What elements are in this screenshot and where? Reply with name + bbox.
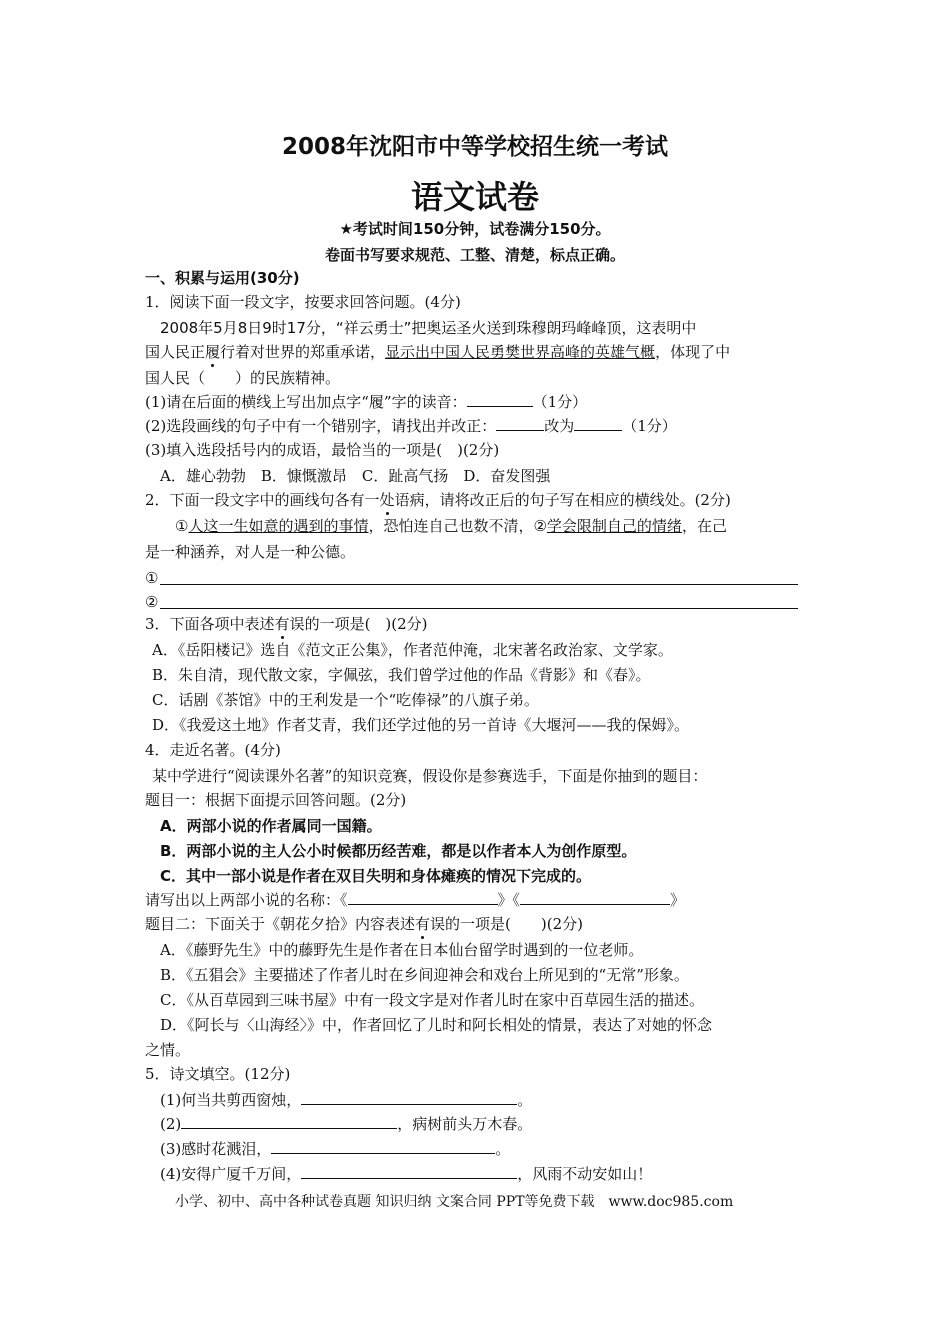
q1-underlined-sentence: 显示出中国人民勇樊世界高峰的英雄气概 xyxy=(385,343,656,361)
q4-dotted-char: 有 xyxy=(415,915,431,933)
q1-sub1-answer-blank[interactable] xyxy=(467,392,533,407)
q4-option-a: A．《藤野先生》中的藤野先生是作者在日本仙台留学时遇到的一位老师。 xyxy=(160,941,644,959)
q2-marker: ① xyxy=(175,517,189,535)
q2-stem xyxy=(145,490,731,510)
q1-passage-line2 xyxy=(145,342,730,362)
q4-hint-b: B．两部小说的主人公小时候都历经苦难，都是以作者本人为创作原型。 xyxy=(160,842,637,860)
q1-sub3: (3)填入选段括号内的成语，最恰当的一项是( )(2分) xyxy=(145,441,500,459)
q4-stem: 4．走近名著。(4分) xyxy=(145,741,281,759)
q3-option-a: A．《岳阳楼记》选自《范文正公集》，作者范仲淹，北宋著名政治家、文学家。 xyxy=(152,641,673,659)
q1-sub2-wrong-blank[interactable] xyxy=(496,416,544,431)
q5-stem: 5．诗文填空。(12分) xyxy=(145,1065,291,1083)
exam-note-writing: 卷面书写要求规范、工整、清楚，标点正确。 xyxy=(324,246,625,264)
q2-answer-line-1[interactable] xyxy=(160,584,798,585)
q5-line2-end: ，病树前头万木春。 xyxy=(397,1115,533,1133)
q2-dotted-char: 处 xyxy=(379,491,395,509)
q2-passage-text: ，恐怕连自己也数不清，② xyxy=(368,517,547,535)
q5-line3 xyxy=(160,1139,510,1159)
q1-sub2 xyxy=(145,416,677,436)
q5-line1-text: (1)何当共剪西窗烛， xyxy=(160,1091,302,1109)
q5-blank-3[interactable] xyxy=(271,1139,495,1154)
q5-line1-end: 。 xyxy=(517,1091,533,1109)
q1-sub2-correct-blank[interactable] xyxy=(574,416,622,431)
q3-option-c: C．话剧《茶馆》中的王利发是一个“吃俸禄”的八旗子弟。 xyxy=(152,691,539,709)
q3-stem xyxy=(145,614,428,634)
q4-hint-a: A．两部小说的作者属同一国籍。 xyxy=(160,817,382,835)
exam-subtitle: 语文试卷 xyxy=(410,178,539,216)
q5-line2 xyxy=(160,1114,532,1134)
q4-option-d-line2: 之情。 xyxy=(145,1041,191,1059)
q4-ask-text: 》 xyxy=(670,891,686,909)
q1-passage-text: 行着对世界的郑重承诺， xyxy=(220,343,386,361)
q5-line4-end: ，风雨不动安如山！ xyxy=(517,1165,653,1183)
q3-option-b: B．朱自清，现代散文家，字佩弦，我们曾学过他的作品《背影》和《春》。 xyxy=(152,666,651,684)
q2-stem-text: 2．下面一段文字中的画线句各有一 xyxy=(145,491,380,509)
exam-title: 2008年沈阳市中等学校招生统一考试 xyxy=(281,134,668,160)
q4-intro: 某中学进行“阅读课外名著”的知识竞赛，假设你是参赛选手，下面是你抽到的题目： xyxy=(152,767,708,785)
q1-sub2-score: （1分） xyxy=(622,417,677,435)
q5-line1 xyxy=(160,1090,532,1110)
page-footer: 小学、初中、高中各种试卷真题 知识归纳 文案合同 PPT等免费下载 www.doc985.com xyxy=(175,1194,734,1210)
q2-stem-text: 语病，请将改正后的句子写在相应的横线处。(2分) xyxy=(394,491,731,509)
q1-sub2-text: (2)选段画线的句子中有一个错别字，请找出并改正： xyxy=(145,417,497,435)
q4-ask-text: 请写出以上两部小说的名称：《 xyxy=(145,891,348,909)
q1-sub1 xyxy=(145,392,587,412)
q3-dotted-char: 有 xyxy=(274,615,290,633)
q4-option-c: C．《从百草园到三味书屋》中有一段文字是对作者儿时在家中百草园生活的描述。 xyxy=(160,991,704,1009)
q4-topic1: 题目一：根据下面提示回答问题。(2分) xyxy=(145,791,407,809)
q3-stem-text: 误的一项是( )(2分) xyxy=(289,615,428,633)
q5-line3-text: (3)感时花溅泪， xyxy=(160,1140,272,1158)
q4-topic2 xyxy=(145,914,583,934)
q3-option-d: D．《我爱这土地》作者艾青，我们还学过他的另一首诗《大堰河——我的保姆》。 xyxy=(152,716,690,734)
q1-passage-text: 国人民正 xyxy=(145,343,206,361)
q4-option-b: B．《五猖会》主要描述了作者儿时在乡间迎神会和戏台上所见到的“无常”形象。 xyxy=(160,966,689,984)
q1-sub1-text: (1)请在后面的横线上写出加点字“履”字的读音： xyxy=(145,393,467,411)
q4-novel-name-blank-1[interactable] xyxy=(348,890,498,905)
q1-stem: 1．阅读下面一段文字，按要求回答问题。(4分) xyxy=(145,293,461,311)
q2-underlined-sentence-1: 人这一生如意的遇到的事情 xyxy=(188,517,369,535)
q1-passage-line3: 国人民（ ）的民族精神。 xyxy=(145,369,341,387)
q2-passage-line2: 是一种涵养，对人是一种公德。 xyxy=(145,543,356,561)
q4-hint-c: C．其中一部小说是作者在双目失明和身体瘫痪的情况下完成的。 xyxy=(160,867,592,885)
q4-topic1-ask xyxy=(145,890,685,910)
q1-sub1-score: （1分） xyxy=(532,393,588,411)
q4-ask-text: 》《 xyxy=(497,891,521,909)
q2-passage-text: ，在己 xyxy=(681,517,727,535)
exam-note-time: ★考试时间150分钟，试卷满分150分。 xyxy=(339,220,611,238)
q5-line2-text: (2) xyxy=(160,1115,182,1133)
q5-line4 xyxy=(160,1164,652,1184)
q4-novel-name-blank-2[interactable] xyxy=(520,890,670,905)
q1-dotted-char: 履 xyxy=(205,343,221,361)
q5-line3-end: 。 xyxy=(495,1140,511,1158)
q2-passage-line1 xyxy=(175,516,727,536)
q3-stem-text: 3．下面各项中表述 xyxy=(145,615,275,633)
q4-option-d-line1: D．《阿长与〈山海经〉》中，作者回忆了儿时和阿长相处的情景，表达了对她的怀念 xyxy=(160,1016,713,1034)
q1-options: A．雄心勃勃 B．慷慨激昂 C．趾高气扬 D．奋发图强 xyxy=(160,467,551,485)
q2-answer-label-2: ② xyxy=(145,593,159,611)
section-heading: 一、积累与运用(30分) xyxy=(145,269,300,287)
q1-passage-line1: 2008年5月8日9时17分，“祥云勇士”把奥运圣火送到珠穆朗玛峰峰顶，这表明中 xyxy=(160,319,697,337)
q5-blank-4[interactable] xyxy=(301,1164,517,1179)
q1-sub2-mid: 改为 xyxy=(544,417,575,435)
q1-passage-text: ，体现了中 xyxy=(655,343,731,361)
q5-blank-2[interactable] xyxy=(181,1114,397,1129)
q2-underlined-sentence-2: 学会限制自己的情绪 xyxy=(546,517,682,535)
q5-line4-text: (4)安得广厦千万间， xyxy=(160,1165,302,1183)
q2-answer-label-1: ① xyxy=(145,569,159,587)
q4-topic2-text: 误的一项是( )(2分) xyxy=(430,915,583,933)
q2-answer-line-2[interactable] xyxy=(160,608,798,609)
q5-blank-1[interactable] xyxy=(301,1090,517,1105)
q4-topic2-text: 题目二：下面关于《朝花夕拾》内容表述 xyxy=(145,915,416,933)
